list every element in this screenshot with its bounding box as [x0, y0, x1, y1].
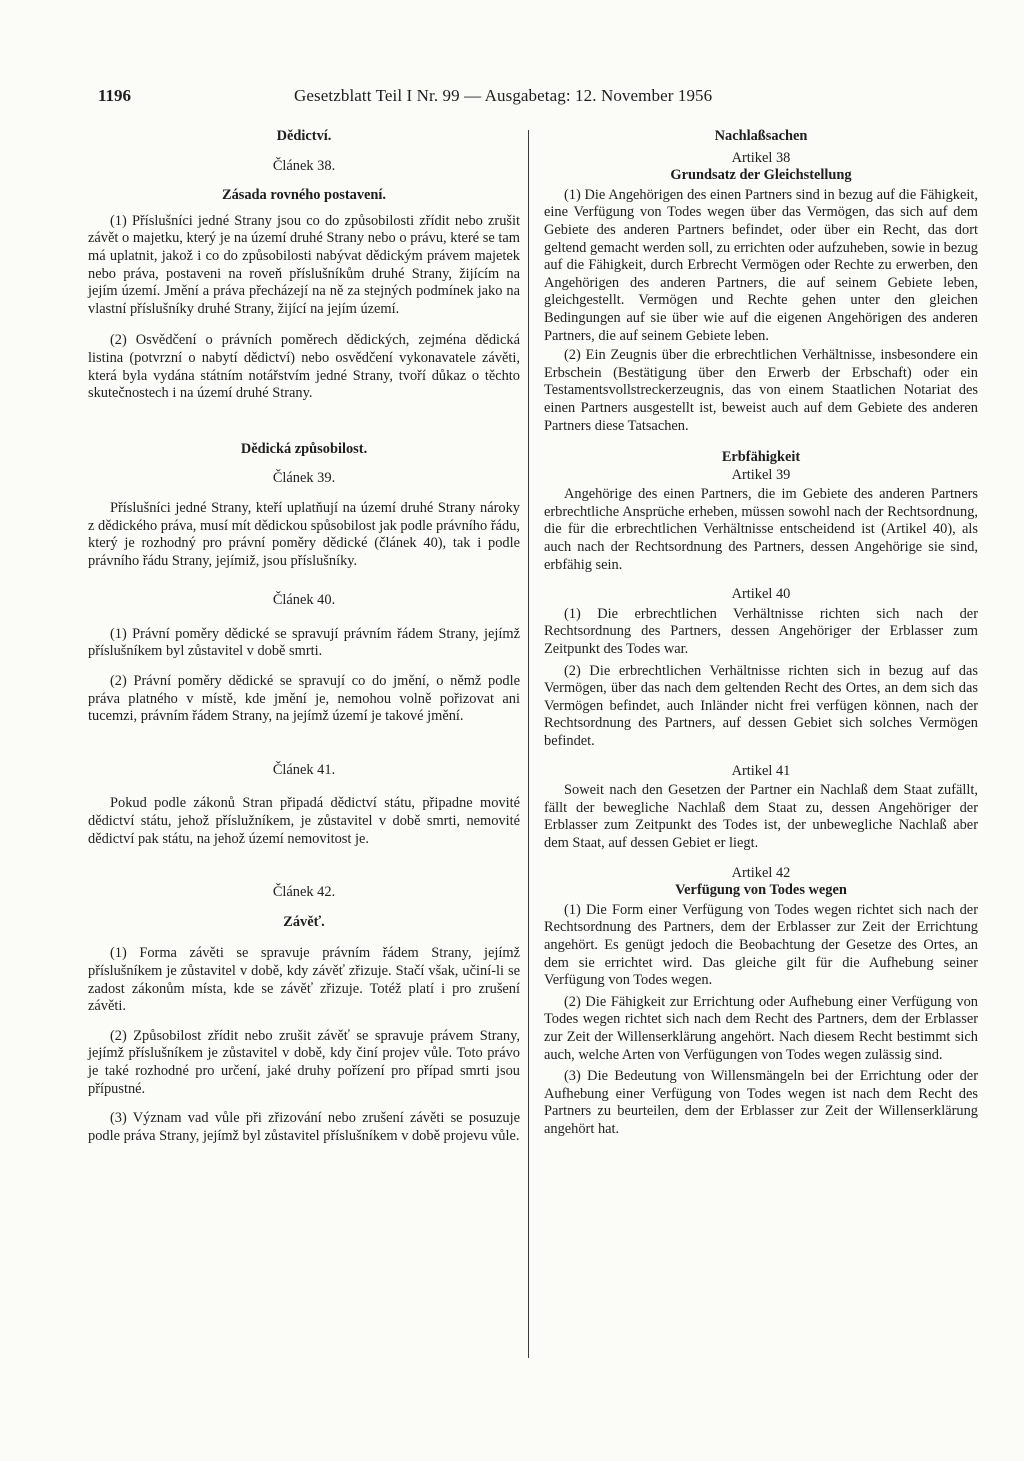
article-title: Závěť.	[283, 913, 325, 930]
column-divider	[528, 130, 529, 1358]
paragraph: (2) Die Fähigkeit zur Errichtung oder Aufhebung einer Verfügung von Todes wegen richtet sich nach dem Recht des Partners, dem der Erblasser zur Zeit der Willenserklärung angehört. Nach diesem Recht bestimmt sich auch, welche Arten von Verfügungen von Todes wegen zulässig sind.	[544, 993, 978, 1063]
paragraph: (1) Právní poměry dědické se spravují právním řádem Strany, jejímž příslušníkem byl zůstavitel v době smrti.	[88, 625, 520, 660]
paragraph: (2) Die erbrechtlichen Verhältnisse richten sich in bezug auf das Vermögen, über das nach dem geltenden Recht des Ortes, an dem sich das Vermögen befindet, auch Inländer nicht frei verfügen können, nach der Rechtsordnung des Partners, auf dessen Gebiet sich solches Vermögen befindet.	[544, 662, 978, 749]
page-number: 1196	[98, 86, 132, 105]
paragraph: Pokud podle zákonů Stran připadá dědictví státu, připadne movité dědictví státu, jehož příslužníkem, je zůstavitel v době smrti, nemovité dědictví pak státu, na jehož území nemovitost je.	[88, 795, 520, 847]
section-heading: Erbfähigkeit	[721, 449, 801, 466]
article-number: Artikel 40	[731, 586, 791, 603]
paragraph: (2) Právní poměry dědické se spravují co do jmění, o němž podle práva platného v místě, kde jmění je, nemohou volně pořizovat ani tucemzi, právním řádem Strany, na jejímž území je takové jmění.	[88, 673, 520, 725]
page-header	[98, 86, 938, 108]
paragraph: (2) Způsobilost zřídit nebo zrušit závěť se spravuje právem Strany, jejímž příslušníkem je zůstavitel v době, kdy činí projev vůle. Toto právo je také rozhodné pro určení, jaké druhy pořízení pro případ smrti jsou přípustné.	[88, 1027, 520, 1097]
article-number: Článek 41.	[272, 761, 336, 778]
paragraph: (2) Ein Zeugnis über die erbrechtlichen Verhältnisse, insbesondere ein Erbschein (Bestätigung über den Erwerb der Erbschaft) oder ein Testamentsvollstreckerzeugnis, das von einem Staatlichen Notariat des einen Partners ausgestellt ist, beweist auch auf dem Gebiete des anderen Partners diese Tatsachen.	[544, 347, 978, 434]
paragraph: (1) Die Angehörigen des einen Partners sind in bezug auf die Fähigkeit, eine Verfügung von Todes wegen über das Vermögen, das sich auf dem Gebiete des anderen Partners befindet, oder über ein Recht, das dort geltend gemacht werden soll, zu errichten oder aufzuheben, sowie in bezug auf die Fähigkeit, durch Erbrecht Vermögen oder Rechte zu erwerben, den Angehörigen des anderen Partners, die auf seinem Gebiete leben, gleichgestellt. Vermögen und Rechte gehen unter den gleichen Bedingungen auf sie über wie auf die eigenen Angehörigen des anderen Partners, die auf seinem Gebiete leben.	[544, 186, 978, 344]
article-title: Grundsatz der Gleichstellung	[670, 167, 852, 184]
article-number: Článek 40.	[272, 592, 336, 609]
german-column	[544, 128, 978, 1138]
paragraph: (1) Die Form einer Verfügung von Todes wegen richtet sich nach der Rechtsordnung des Partners, dem der Erblasser zur Zeit der Errichtung angehört. Es genügt jedoch die Beobachtung der Gesetze des Ortes, an dem sie errichtet wird. Das gleiche gilt für die Aufhebung seiner Verfügung von Todes wegen.	[544, 901, 978, 989]
paragraph: (2) Osvědčení o právních poměrech dědických, zejména dědická listina (potvrzní o nabytí dědictví) nebo osvědčení vykonavatele závěti, která byla vydána státním notářstvím jedné Strany, tvoří důkaz o těchto skutečnostech i na území druhé Strany.	[88, 332, 520, 402]
paragraph: (1) Die erbrechtlichen Verhältnisse richten sich nach der Rechtsordnung des Partners, dessen Angehöriger der Erblasser zum Zeitpunkt des Todes war.	[544, 605, 978, 658]
article-number: Artikel 38	[731, 149, 791, 166]
paragraph: (1) Příslušníci jedné Strany jsou co do způsobilosti zřídit nebo zrušit závět o majetku, který je na území druhé Strany nebo o právu, které se tam má uplatnit, jakož i co do způsobilosti nabývat dědickým právem majetek nebo práva, postaveni na roveň příslušníkům druhé Strany, žijícím na jejím území. Jmění a práva přecházejí na ně za stejných podmínek jako na vlastní příslušníky druhé Strany, žijící na jejím území.	[88, 212, 520, 317]
article-title: Verfügung von Todes wegen	[675, 882, 847, 899]
section-heading: Dědictví.	[276, 128, 332, 144]
section-heading: Dědická způsobilost.	[240, 440, 368, 457]
article-title: Zásada rovného postavení.	[221, 187, 387, 204]
paragraph: (3) Význam vad vůle při zřizování nebo zrušení závěti se posuzuje podle práva Strany, jejímž byl zůstavitel příslušníkem v době projevu vůle.	[88, 1110, 520, 1144]
paragraph: Soweit nach den Gesetzen der Partner ein Nachlaß dem Staat zufällt, fällt der bewegliche Nachlaß dem Staat zu, dessen Angehöriger der Erblasser zum Zeitpunkt des Todes ist, der unbewegliche Nachlaß aber dem Staat, auf dessen Gebiet er liegt.	[544, 782, 978, 851]
article-number: Článek 38.	[272, 157, 336, 174]
paragraph: (3) Die Bedeutung von Willensmängeln bei der Errichtung oder der Aufhebung einer Verfügung von Todes wegen ist nach dem Recht des Partners zu beurteilen, dem der Erblasser zur Zeit der Willenserklärung angehört hat.	[544, 1068, 978, 1137]
article-number: Artikel 39	[731, 466, 791, 483]
paragraph: Angehörige des einen Partners, die im Gebiete des anderen Partners erbrechtliche Ansprüche erheben, müssen sowohl nach der Rechtsordnung, die für die erbrechtlichen Verhältnisse entscheidend ist (Artikel 40), als auch nach der Rechtsordnung des Partners, dessen Angehörige sie sind, erbfähig sein.	[544, 486, 978, 573]
article-number: Článek 42.	[272, 884, 336, 901]
paragraph: Příslušníci jedné Strany, kteří uplatňují na území druhé Strany nároky z dědického práva, musí mít dědickou spůsobilost jak podle právního řádu, který je rozhodný pro právní poměry dědické (článek 40), tak i podle právního řádu Strany, jejímiž, jsou příslušníky.	[88, 499, 520, 569]
running-head: Gesetzblatt Teil I Nr. 99 — Ausgabetag: 12. November 1956	[294, 86, 713, 105]
section-heading: Nachlaßsachen	[714, 128, 808, 144]
paragraph: (1) Forma závěti se spravuje právním řádem Strany, jejímž příslušníkem je zůstavitel v době, kdy závěť zřizuje. Stačí však, učiní-li se zadost zákonům místa, kde se závěť zřizuje. Totéž platí i pro zrušení závěti.	[88, 945, 520, 1015]
article-number: Článek 39.	[272, 470, 336, 487]
article-number: Artikel 42	[731, 864, 791, 881]
article-number: Artikel 41	[731, 762, 791, 779]
czech-column	[88, 128, 520, 1145]
